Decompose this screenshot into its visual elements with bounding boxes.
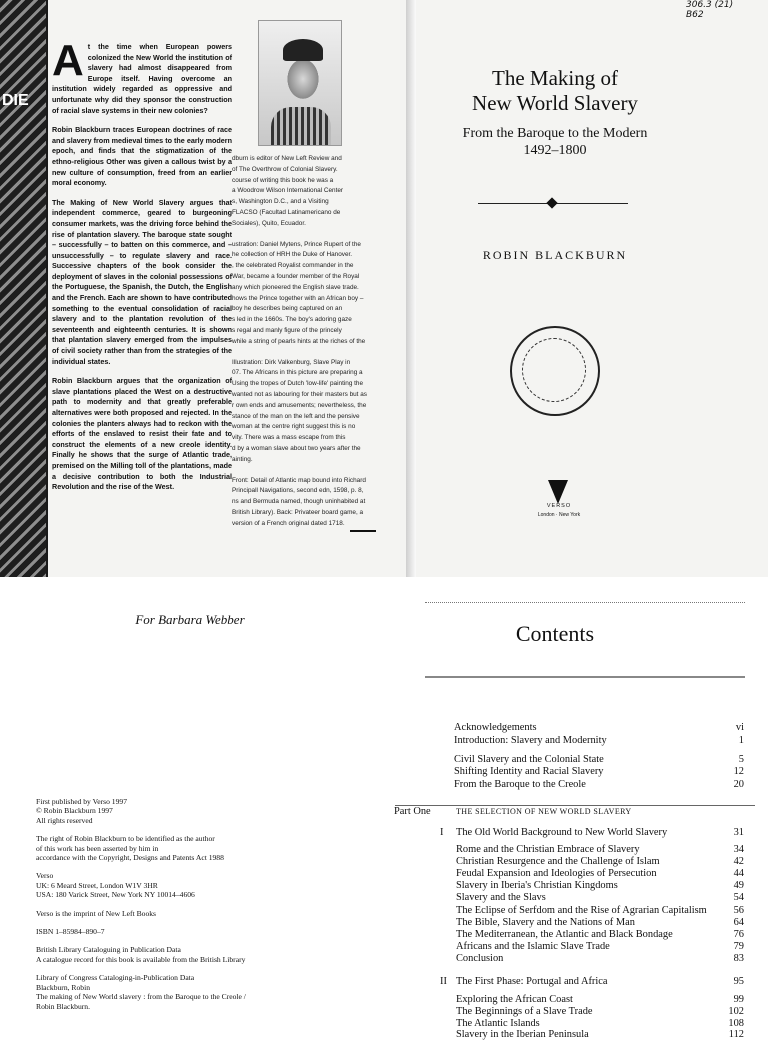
- flap-line: FLACSO (Facultad Latinamericano de: [232, 208, 341, 216]
- chapter-entry: [404, 976, 744, 988]
- flap-line: ustration: Daniel Mytens, Prince Rupert of the: [232, 240, 361, 248]
- divider: [395, 805, 755, 806]
- copyright-line: accordance with the Copyright, Designs and Patents Act 1988: [36, 853, 224, 863]
- toc-page: 56: [733, 904, 744, 916]
- toc-title: Slavery in the Iberian Peninsula: [456, 1029, 589, 1041]
- copyright-line: Robin Blackburn.: [36, 1001, 90, 1011]
- contents-heading: Contents: [515, 621, 595, 646]
- toc-page: 20: [733, 778, 744, 790]
- handwritten-call-number: 306.3 (21) B62: [686, 0, 734, 20]
- flap-line: any which pioneered the English slave trade.: [232, 283, 359, 291]
- part-title: THE SELECTION OF NEW WORLD SLAVERY: [456, 807, 632, 816]
- toc-page: 108: [728, 1017, 744, 1029]
- toc-page: 49: [733, 880, 744, 892]
- copyright-block: [36, 871, 366, 899]
- flap-paragraph-illus2: [232, 358, 390, 466]
- copyright-line: USA: 180 Varick Street, New York NY 10014–4606: [36, 890, 195, 900]
- copyright-line: A catalogue record for this book is available from the British Library: [36, 954, 246, 964]
- toc-title: Christian Resurgence and the Challenge of Islam: [456, 856, 660, 868]
- toc-section: [404, 1029, 744, 1041]
- toc-page: 102: [728, 1005, 744, 1017]
- flap-line: Front: Detail of Atlantic map bound into Richard: [232, 476, 366, 484]
- chapter-title: The First Phase: Portugal and Africa: [456, 976, 608, 987]
- toc-page: 1: [738, 734, 744, 746]
- toc-page: 44: [733, 868, 744, 880]
- toc-title: Feudal Expansion and Ideologies of Persecution: [456, 868, 657, 880]
- diamond-ornament-icon: [546, 197, 557, 208]
- copyright-block: [36, 945, 366, 964]
- flap-line: ns and Bermuda named, though uninhabited at: [232, 498, 366, 506]
- toc-section: [404, 844, 744, 856]
- flap-line: , the celebrated Royalist commander in the: [232, 262, 354, 270]
- toc-page: 31: [733, 827, 744, 838]
- toc-title: Acknowledgements: [454, 722, 537, 733]
- toc-page: 76: [733, 928, 744, 940]
- copyright-line: First published by Verso 1997: [36, 797, 127, 806]
- toc-title: From the Baroque to the Creole: [454, 778, 586, 790]
- flap-line: s led in the 1660s. The boy's adoring gaze: [232, 316, 352, 324]
- toc-title: Rome and the Christian Embrace of Slavery: [456, 844, 640, 855]
- toc-section: [404, 905, 744, 917]
- toc-title: Africans and the Islamic Slave Trade: [456, 940, 610, 952]
- divider: [350, 530, 376, 532]
- flap-paragraph-illus1: [232, 240, 390, 348]
- toc-page: 79: [733, 940, 744, 952]
- flap-line: r own ends and amusements; nevertheless, the: [232, 401, 367, 409]
- flap-line: while a string of pearls hints at the riches of the: [232, 337, 366, 345]
- flap-line: s regal and manly figure of the princely: [232, 326, 342, 334]
- toc-entry: [404, 754, 744, 766]
- divider: [425, 602, 745, 604]
- copyright-block: [36, 927, 366, 936]
- book-subtitle: From the Baroque to the Modern 1492–1800: [462, 126, 648, 158]
- back-cover-blurb: [52, 36, 232, 502]
- toc-section: [404, 1006, 744, 1018]
- toc-page: 54: [733, 892, 744, 904]
- toc-title: The Bible, Slavery and the Nations of Man: [456, 916, 635, 928]
- flap-line: Sociales), Quito, Ecuador.: [232, 219, 306, 227]
- copyright-line: Verso: [36, 871, 54, 881]
- copyright-block: [36, 909, 366, 918]
- toc-section: [404, 892, 744, 904]
- chapter-number: I: [440, 827, 444, 838]
- cover-edge-text: DIE: [2, 92, 29, 109]
- flap-line: wanted not as labouring for their masters but as: [232, 390, 367, 398]
- flap-line: War, became a founder member of the Royal: [232, 272, 360, 280]
- toc-section: [404, 953, 744, 965]
- publisher-cities: London · New York: [537, 512, 581, 518]
- toc-title: Civil Slavery and the Colonial State: [454, 753, 604, 765]
- copyright-block: [36, 834, 366, 862]
- toc-page: 99: [733, 994, 744, 1005]
- copyright-line: ISBN 1–85984–890–7: [36, 927, 105, 937]
- toc-title: The Mediterranean, the Atlantic and Black Bondage: [456, 928, 673, 940]
- author-name: ROBIN BLACKBURN: [482, 248, 628, 262]
- toc-page: 5: [738, 753, 744, 765]
- flap-line: hows the Prince together with an African boy –: [232, 294, 364, 302]
- copyright-line: Verso is the imprint of New Left Books: [36, 908, 157, 918]
- flap-line: s, Washington D.C., and a Visiting: [232, 198, 329, 206]
- flap-paragraph-front: [232, 476, 390, 530]
- flap-line: dburn is editor of New Left Review and: [232, 155, 342, 162]
- verso-logo-icon: [548, 480, 568, 504]
- part-label: Part One: [394, 806, 431, 817]
- toc-entry: [404, 735, 744, 747]
- copyright-block: [36, 973, 366, 1011]
- copyright-line: of this work has been asserted by him in: [36, 843, 159, 853]
- toc-page: vi: [735, 722, 744, 733]
- toc-section: [404, 917, 744, 929]
- blurb-paragraph: t the time when European powers colonized the New World the institution of slavery had almost disappeared from Europe itself. Having overcome an institution widely regarded as oppressive and unfortunate why did they sponsor the construction of racial slave systems in their new colonies?: [52, 42, 232, 115]
- copyright-line: UK: 6 Meard Street, London W1V 3HR: [36, 880, 158, 890]
- chapter-number: II: [440, 976, 447, 987]
- toc-entry: [404, 766, 744, 778]
- flap-line: British Library). Back: Privateer board game, a: [232, 508, 364, 516]
- toc-section: [404, 856, 744, 868]
- library-stamp-icon: [510, 326, 600, 416]
- copyright-line: British Library Cataloguing in Publication Data: [36, 945, 181, 955]
- copyright-page: [36, 797, 366, 1020]
- flap-line: stance of the man on the left and the pensive: [232, 412, 360, 420]
- page-fold: [406, 0, 416, 577]
- dedication: For Barbara Webber: [135, 612, 245, 627]
- toc-page: 112: [728, 1029, 744, 1041]
- toc-title: Conclusion: [456, 952, 504, 964]
- flap-paragraph-bio: [232, 154, 390, 230]
- toc-page: 34: [733, 844, 744, 855]
- toc-title: Exploring the African Coast: [456, 994, 573, 1005]
- flap-line: version of a French original dated 1718.: [232, 519, 345, 527]
- copyright-line: The right of Robin Blackburn to be identified as the author: [36, 834, 215, 844]
- flap-line: ainting.: [232, 455, 253, 463]
- blurb-paragraph: Robin Blackburn argues that the organization of slave plantations placed the West on a destructive path to modernity and that greatly preferable alternatives were both proposed and rejected. In the colonies the planters always had to reckon with the efforts of the enslaved to resist their fate and to construct the elements of a new creole identity. Finally he shows that the surge of Atlantic trade, premised on the Milling toll of the plantations, made a decisive contribution to both the Industrial Revolution and the rise of the West.: [52, 376, 232, 492]
- toc-page: 12: [733, 766, 744, 777]
- copyright-line: Blackburn, Robin: [36, 982, 90, 992]
- toc-section: [404, 868, 744, 880]
- chapter-title: The Old World Background to New World Slavery: [456, 827, 668, 838]
- copyright-line: Library of Congress Cataloging-in-Publication Data: [36, 973, 195, 983]
- toc-title: Slavery in Iberia's Christian Kingdoms: [456, 880, 618, 892]
- cover-art-edge: [0, 0, 46, 577]
- toc-entry: [404, 779, 744, 791]
- toc-page: 95: [733, 976, 744, 987]
- toc-page: 83: [733, 952, 744, 964]
- toc-section: [404, 929, 744, 941]
- flap-line: 07. The Africans in this picture are preparing a: [232, 369, 363, 377]
- author-photo: [258, 20, 342, 146]
- toc-title: Shifting Identity and Racial Slavery: [454, 766, 604, 777]
- flap-line: Illustration: Dirk Valkenburg, Slave Play in: [232, 358, 351, 366]
- flap-line: of The Overthrow of Colonial Slavery.: [232, 165, 338, 173]
- flap-line: a Woodrow Wilson International Center: [232, 187, 344, 195]
- blurb-paragraph: Robin Blackburn traces European doctrines of race and slavery from medieval times to the early modern epoch, and finds that the stigmatization of the ethno-religious Other was given a callous twist by a new culture of consumption, freed from an earlier moral economy.: [52, 125, 232, 188]
- toc-title: The Beginnings of a Slave Trade: [456, 1005, 593, 1017]
- toc-title: Slavery and the Slavs: [456, 892, 546, 904]
- flap-line: d by a woman slave about two years after the: [232, 444, 361, 452]
- toc-entry: [404, 722, 744, 734]
- copyright-line: All rights reserved: [36, 815, 93, 825]
- chapter-entry: [404, 827, 744, 839]
- publisher-name: VERSO: [546, 503, 572, 509]
- blurb-paragraph: The Making of New World Slavery argues that independent commerce, geared to burgeoning consumer markets, was the driving force behind the rise of plantation slavery. The baroque state sought – successfully – to batten on this commerce, and – unsuccessfully – to regulate slavery and race. Successive chapters of the book consider the deployment of slaves in the colonial possessions of the Portuguese, the Spanish, the Dutch, the English and the French. Each are shown to have contributed something to the eventual consolidation of racial slavery and to the plantation revolution of the seventeenth and eighteenth centuries. It is shown that plantation slavery emerged from the impulses of civil society rather than from the strategies of the individual states.: [52, 197, 232, 366]
- copyright-block: [36, 797, 366, 825]
- toc-page: 64: [733, 916, 744, 928]
- flap-text: [232, 154, 390, 540]
- book-title: The Making of New World Slavery: [472, 66, 638, 115]
- flap-line: woman at the centre right suggest this is no: [232, 423, 356, 431]
- copyright-line: © Robin Blackburn 1997: [36, 806, 113, 816]
- drop-cap: A: [52, 36, 84, 85]
- divider: [425, 676, 745, 678]
- flap-line: Using the tropes of Dutch 'low-life' painting the: [232, 380, 364, 388]
- flap-line: boy he describes being captured on an: [232, 305, 343, 313]
- toc-section: [404, 880, 744, 892]
- flap-line: he collection of HRH the Duke of Hanover.: [232, 251, 353, 259]
- toc-title: The Atlantic Islands: [456, 1017, 540, 1029]
- flap-line: Principall Navigations, second edn, 1598, p. 8,: [232, 487, 364, 495]
- copyright-line: The making of New World slavery : from the Baroque to the Creole /: [36, 992, 246, 1002]
- toc-section: [404, 941, 744, 953]
- flap-line: vity. There was a mass escape from this: [232, 434, 346, 442]
- flap-line: course of writing this book he was a: [232, 176, 334, 184]
- toc-page: 42: [733, 856, 744, 868]
- toc-title: Introduction: Slavery and Modernity: [454, 734, 607, 746]
- toc-title: The Eclipse of Serfdom and the Rise of Agrarian Capitalism: [456, 904, 707, 916]
- toc-section: [404, 994, 744, 1006]
